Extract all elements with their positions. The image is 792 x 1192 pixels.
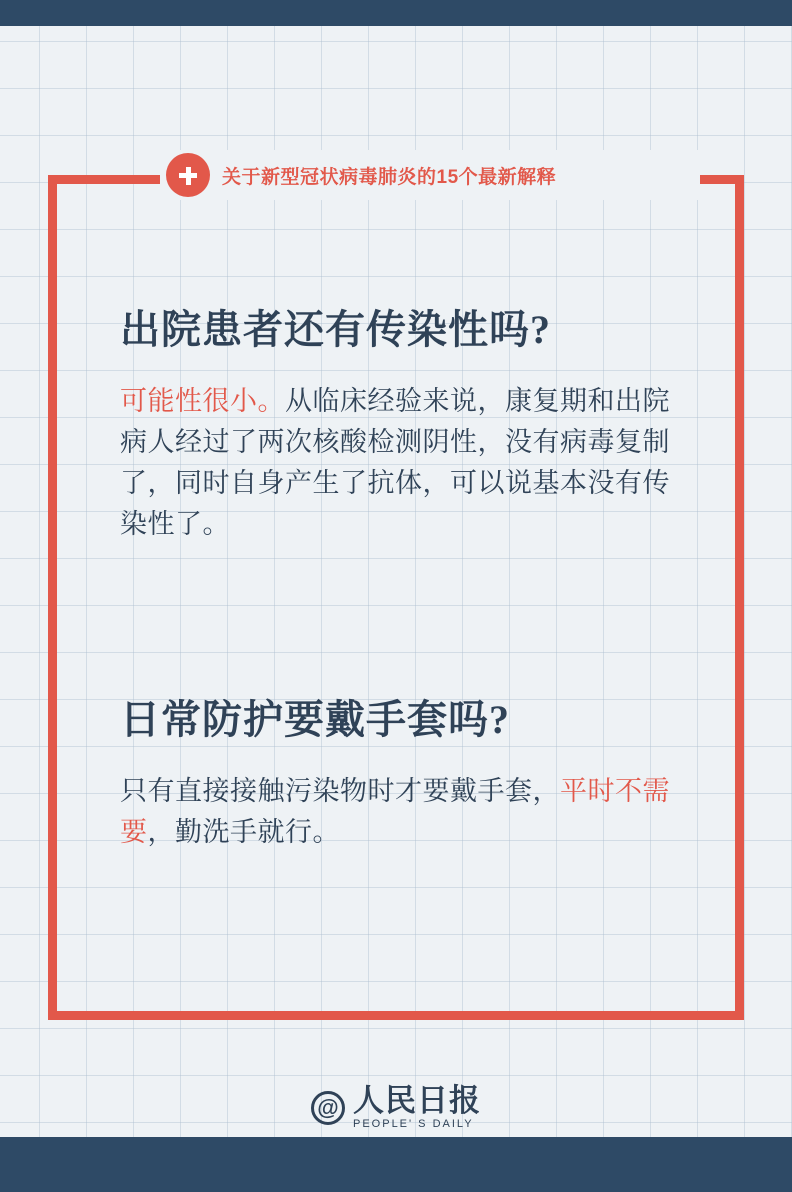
poster-header	[160, 150, 700, 200]
qa-content	[120, 305, 690, 911]
qa-item-1	[120, 305, 690, 545]
question-title-1: 出院患者还有传染性吗?	[120, 307, 551, 352]
question-title-2: 日常防护要戴手套吗?	[120, 697, 510, 743]
qa-item-2	[120, 695, 690, 853]
answer-highlight-1: 可能性很小。	[120, 386, 285, 416]
brand-logo	[0, 1085, 792, 1130]
top-bar	[0, 0, 792, 26]
answer-text-1	[120, 381, 690, 545]
answer-post-2: ，勤洗手就行。	[147, 817, 340, 848]
answer-highlight-2: 平时不需要	[120, 776, 670, 848]
answer-text-2	[120, 771, 690, 853]
section-spacer	[120, 603, 690, 695]
answer-pre-2: 只有直接接触污染物时才要戴手套，	[120, 776, 560, 807]
medical-cross-icon	[166, 153, 210, 197]
brand-name-cn: 人民日报	[353, 1083, 481, 1118]
answer-rest-1: 从临床经验来说，康复期和出院病人经过了两次核酸检测阴性，没有病毒复制了，同时自身产生了抗体，可以说基本没有传染性了。	[120, 386, 670, 540]
bottom-bar	[0, 1137, 792, 1192]
poster-header-title: 关于新型冠状病毒肺炎的15个最新解释	[222, 166, 557, 188]
brand-text	[353, 1085, 481, 1130]
at-symbol-icon: @	[311, 1091, 345, 1125]
brand-name-en: PEOPLE' S DAILY	[353, 1118, 474, 1130]
